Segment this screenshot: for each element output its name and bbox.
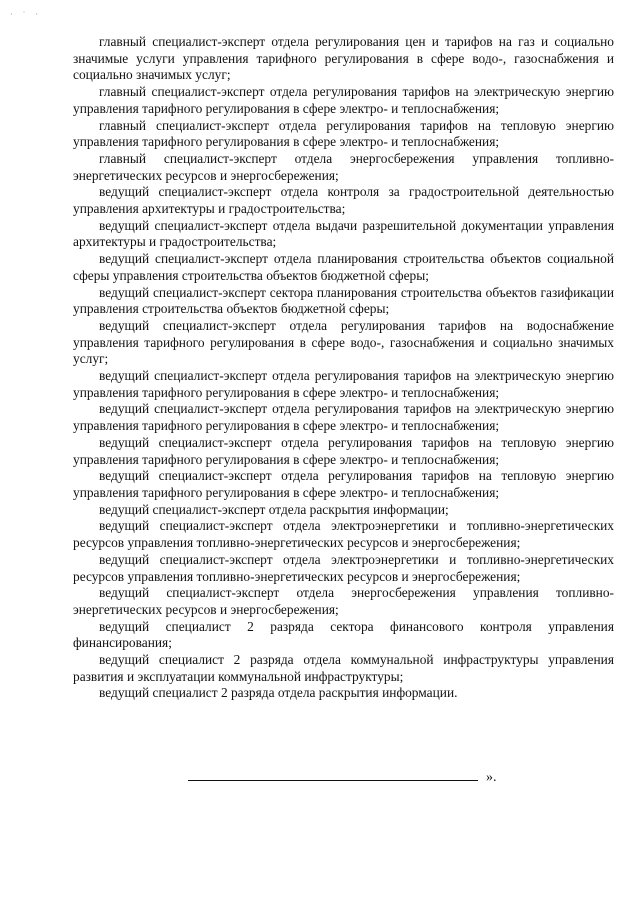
- position-item: ведущий специалист-эксперт отдела электроэнергетики и топливно-энергетических ресурсов управления топливно-энергетических ресурсов и энергосбережения;: [73, 518, 614, 551]
- closing-line: [188, 768, 497, 786]
- position-item: ведущий специалист-эксперт отдела выдачи разрешительной документации управления архитектуры и градостроительства;: [73, 217, 614, 250]
- position-item: ведущий специалист-эксперт отдела регулирования тарифов на тепловую энергию управления тарифного регулирования в сфере электро- и теплоснабжения;: [73, 434, 614, 467]
- closing-quote: ».: [486, 770, 497, 785]
- position-item: главный специалист-эксперт отдела регулирования цен и тарифов на газ и социально значимые услуги управления тарифного регулирования в сфере водо-, газоснабжения и социально значимых услуг;: [73, 34, 614, 83]
- position-item: ведущий специалист 2 разряда отдела раскрытия информации.: [99, 685, 458, 701]
- separator-underline: [188, 768, 478, 781]
- position-item: ведущий специалист-эксперт отдела контроля за градостроительной деятельностью управления архитектуры и градостроительства;: [73, 184, 614, 217]
- position-item: ведущий специалист-эксперт отдела энергосбережения управления топливно-энергетических ресурсов и энергосбережения;: [73, 585, 614, 617]
- position-item: ведущий специалист 2 разряда сектора финансового контроля управления финансирования;: [73, 618, 614, 651]
- position-item: главный специалист-эксперт отдела регулирования тарифов на электрическую энергию управления тарифного регулирования в сфере электро- и теплоснабжения;: [73, 84, 614, 116]
- position-item: главный специалист-эксперт отдела энергосбережения управления топливно-энергетических ресурсов и энергосбережения;: [73, 150, 614, 183]
- position-item: ведущий специалист-эксперт отдела регулирования тарифов на тепловую энергию управления тарифного регулирования в сфере электро- и теплоснабжения;: [73, 468, 614, 500]
- position-item: ведущий специалист-эксперт отдела регулирования тарифов на электрическую энергию управления тарифного регулирования в сфере электро- и теплоснабжения;: [73, 401, 614, 434]
- position-item: ведущий специалист-эксперт отдела раскрытия информации;: [99, 501, 449, 517]
- position-item: ведущий специалист 2 разряда отдела коммунальной инфраструктуры управления развития и эксплуатации коммунальной инфраструктуры;: [73, 652, 614, 684]
- position-item: ведущий специалист-эксперт отдела электроэнергетики и топливно-энергетических ресурсов управления топливно-энергетических ресурсов и энергосбережения;: [73, 551, 614, 584]
- position-item: ведущий специалист-эксперт отдела регулирования тарифов на электрическую энергию управления тарифного регулирования в сфере электро- и теплоснабжения;: [73, 368, 614, 400]
- document-body: [73, 34, 614, 702]
- position-item: ведущий специалист-эксперт отдела регулирования тарифов на водоснабжение управления тарифного регулирования в сфере водо-, газоснабжения и социально значимых услуг;: [73, 317, 614, 367]
- position-item: ведущий специалист-эксперт сектора планирования строительства объектов газификации управления строительства объектов бюджетной сферы;: [73, 284, 614, 317]
- position-item: главный специалист-эксперт отдела регулирования тарифов на тепловую энергию управления тарифного регулирования в сфере электро- и теплоснабжения;: [73, 117, 614, 150]
- scan-specks: · ˙ ·: [10, 10, 42, 19]
- position-item: ведущий специалист-эксперт отдела планирования строительства объектов социальной сферы управления строительства объектов бюджетной сферы;: [73, 251, 614, 283]
